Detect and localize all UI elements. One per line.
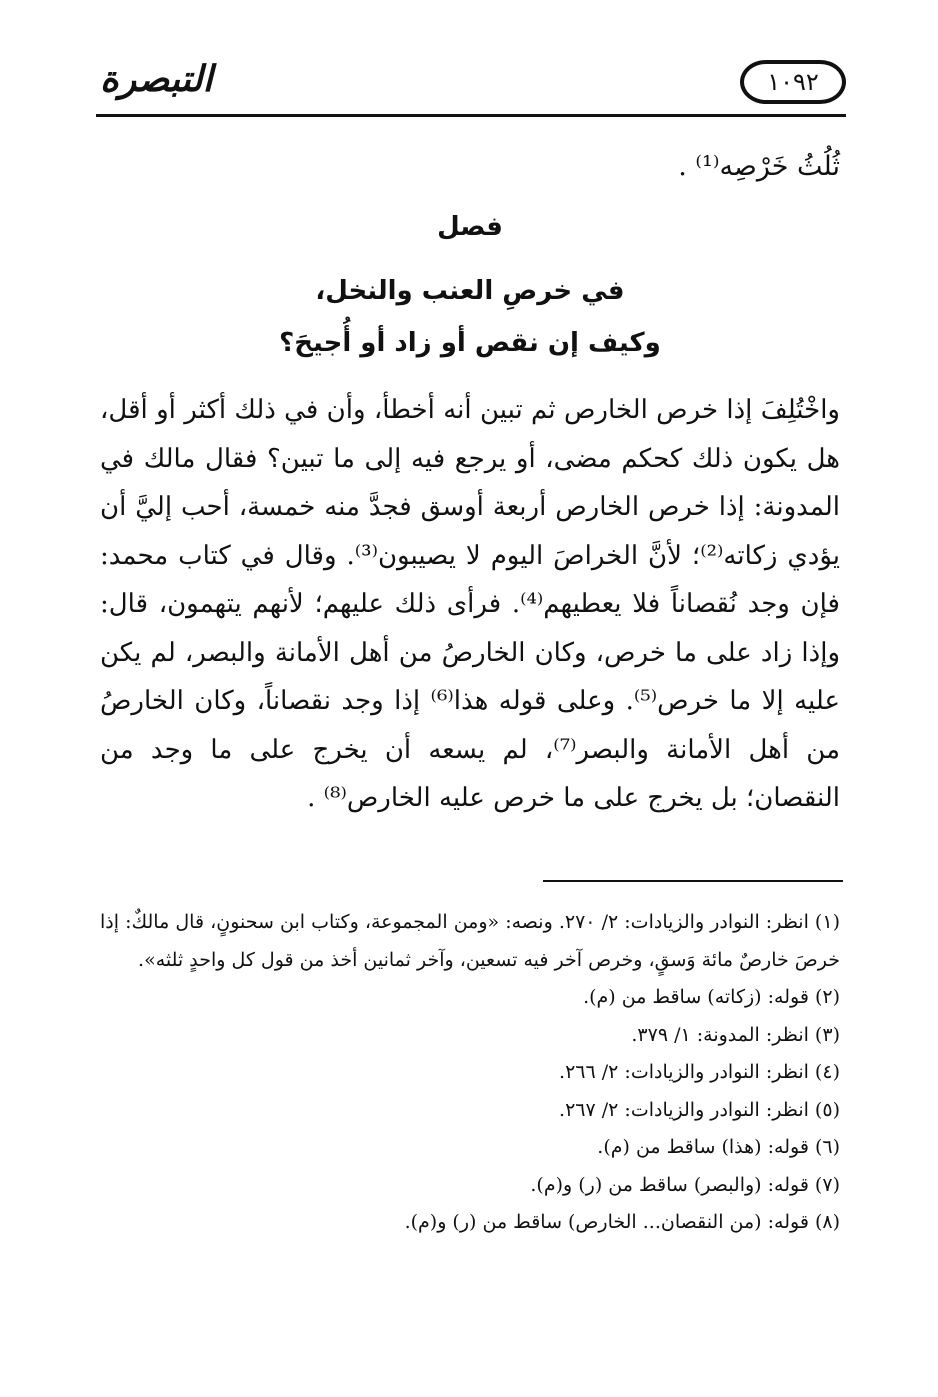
page-number: ١٠٩٢ bbox=[767, 68, 819, 96]
section-subheading-line-1: في خرصِ العنب والنخل، bbox=[315, 276, 625, 306]
main-paragraph: واخْتُلِفَ إذا خرص الخارص ثم تبين أنه أخطأ، وأن في ذلك أكثر أو أقل، هل يكون ذلك كحكم مضى، أو يرجع فيه إلى ما تبين؟ فقال مالك في المدونة: إذا خرص الخارص أربعة أوسق فجدَّ منه خمسة، أحب إليَّ أن يؤدي زكاته⁽²⁾؛ لأنَّ الخراصَ اليوم لا يصيبون⁽³⁾. وقال في كتاب محمد: فإن وجد نُقصاناً فلا يعطيهم⁽⁴⁾. فرأى ذلك عليهم؛ لأنهم يتهمون، قال: وإذا زاد على ما خرص، وكان الخارصُ من أهل الأمانة والبصر، لم يكن عليه إلا ما خرص⁽⁵⁾. وعلى قوله هذا⁽⁶⁾ إذا وجد نقصاناً، وكان الخارصُ من أهل الأمانة والبصر⁽⁷⁾، لم يسعه أن يخرج على ما وجد من النقصان؛ بل يخرج على ما خرص عليه الخارص⁽⁸⁾ . bbox=[100, 395, 841, 813]
footnote-8: (٨) قوله: (من النقصان... الخارص) ساقط من (ر) و(م). bbox=[404, 1211, 840, 1233]
footnote-3: (٣) انظر: المدونة: ١/ ٣٧٩. bbox=[631, 1023, 840, 1046]
carry-over-line: ثُلُثُ خَرْصِه⁽¹⁾ . bbox=[678, 151, 840, 182]
footnote-separator bbox=[543, 880, 843, 882]
footnotes bbox=[100, 904, 840, 1242]
footnote-7: (٧) قوله: (والبصر) ساقط من (ر) و(م). bbox=[530, 1173, 840, 1196]
footnote-2: (٢) قوله: (زكاته) ساقط من (م). bbox=[583, 986, 840, 1008]
footnote-4: (٤) انظر: النوادر والزيادات: ٢/ ٢٦٦. bbox=[559, 1061, 840, 1083]
section-heading: فصل bbox=[437, 212, 503, 242]
header-rule bbox=[96, 114, 846, 117]
running-title: التبصرة bbox=[100, 58, 213, 100]
page-number-badge bbox=[740, 60, 846, 104]
section-subheading-line-2: وكيف إن نقص أو زاد أو أُجيحَ؟ bbox=[279, 328, 661, 358]
footnote-1: (١) انظر: النوادر والزيادات: ٢/ ٢٧٠. ونصه: «ومن المجموعة، وكتاب ابن سحنونٍ، قال مالكٌ: إذا خرصَ خارصٌ مائة وَسقٍ، وخرص آخر فيه تسعين، وآخر ثمانين أخذ من قول كل واحدٍ ثلثه». bbox=[100, 911, 840, 971]
footnote-6: (٦) قوله: (هذا) ساقط من (م). bbox=[597, 1136, 840, 1158]
footnote-5: (٥) انظر: النوادر والزيادات: ٢/ ٢٦٧. bbox=[559, 1098, 840, 1121]
page-header bbox=[96, 50, 846, 120]
